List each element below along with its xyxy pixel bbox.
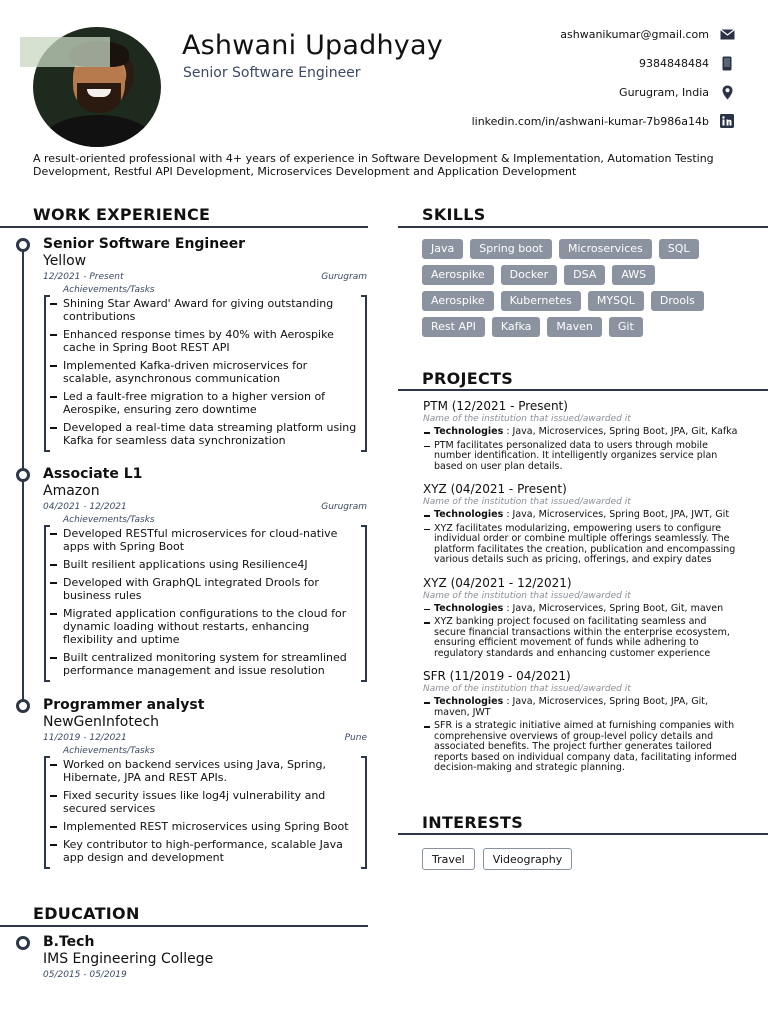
photo-overlay xyxy=(20,37,110,67)
project-description: XYZ banking project focused on facilitating seamless and secure financial transactions within the enterprise ecosystem, ensuring efficient movement of funds while adhering to regulatory standards and enhancing customer experience xyxy=(434,617,738,662)
list-item: Implemented Kafka-driven microservices for scalable, asynchronous communication xyxy=(63,359,357,390)
project-institution: Name of the institution that issued/awarded it xyxy=(423,590,631,601)
project-institution: Name of the institution that issued/awarded it xyxy=(423,684,631,694)
skill-tag: Spring boot xyxy=(470,239,552,259)
contact-linkedin[interactable] xyxy=(472,114,735,128)
skill-tag: SQL xyxy=(659,239,699,259)
technologies-label: Technologies xyxy=(434,602,504,614)
project-entry xyxy=(423,576,738,663)
skill-tag: Aerospike xyxy=(422,291,494,311)
project-institution: Name of the institution that issued/awarded it xyxy=(423,414,631,424)
email-text: ashwanikumar@gmail.com xyxy=(560,27,709,41)
technologies-label: Technologies xyxy=(434,509,504,520)
technologies-value: : Java, Microservices, Spring Boot, JPA, Git, maven, JWT xyxy=(434,696,709,718)
list-item: Developed RESTful microservices for cloud-native apps with Spring Boot xyxy=(63,527,357,558)
work-divider xyxy=(0,226,368,228)
projects-heading: PROJECTS xyxy=(422,369,514,388)
job-entry xyxy=(43,236,367,452)
achievements-label: Achievements/Tasks xyxy=(63,746,155,756)
project-entry xyxy=(423,482,738,569)
achievements-block xyxy=(43,515,367,682)
technologies-value: : Java, Microservices, Spring Boot, JPA, Git, Kafka xyxy=(503,426,738,437)
technologies-value: : Java, Microservices, Spring Boot, JPA, JWT, Git xyxy=(503,509,730,520)
work-experience-heading: WORK EXPERIENCE xyxy=(33,205,211,224)
skill-tag: Microservices xyxy=(559,239,652,259)
skills-divider xyxy=(398,226,768,228)
achievements-label: Achievements/Tasks xyxy=(63,515,155,525)
list-item: Worked on backend services using Java, Spring, Hibernate, JPA and REST APIs. xyxy=(63,758,357,789)
skill-tag: Docker xyxy=(501,265,558,285)
project-technologies xyxy=(434,604,738,618)
project-technologies xyxy=(434,510,738,524)
list-item: Implemented REST microservices using Spring Boot xyxy=(63,820,357,838)
degree: B.Tech xyxy=(43,934,95,950)
interest-tag: Travel xyxy=(422,848,475,870)
education-heading: EDUCATION xyxy=(33,904,140,923)
list-item: Enhanced response times by 40% with Aerospike cache in Spring Boot REST API xyxy=(63,328,357,359)
technologies-label: Technologies xyxy=(434,696,504,707)
list-item: Fixed security issues like log4j vulnerability and secured services xyxy=(63,789,357,820)
job-entry xyxy=(43,466,367,682)
location-text: Gurugram, India xyxy=(619,85,709,99)
location-pin-icon xyxy=(719,85,735,99)
phone-text: 9384848484 xyxy=(639,56,709,70)
project-description: SFR is a strategic initiative aimed at furnishing companies with comprehensive overviews of group-level policy details and associated benefits. The project further generates tailored reports based on individual company data, facilitating informed decision-making and strategic planning. xyxy=(434,721,738,777)
project-description: PTM facilitates personalized data to users through mobile number identification. It intelligently organizes service plan based on user plan details. xyxy=(434,441,738,476)
project-title: SFR (11/2019 - 04/2021) xyxy=(423,669,571,683)
job-entry xyxy=(43,697,367,869)
candidate-title: Senior Software Engineer xyxy=(183,65,361,81)
list-item: Developed a real-time data streaming platform using Kafka for seamless data synchronization xyxy=(63,421,357,452)
project-institution: Name of the institution that issued/awarded it xyxy=(423,497,631,507)
education-entry xyxy=(43,934,213,980)
project-entry xyxy=(423,399,738,475)
summary-text: A result-oriented professional with 4+ years of experience in Software Development & Implementation, Automation Testing Development, Restful API Development, Microservices Development and Application Development xyxy=(33,152,714,178)
project-technologies xyxy=(434,697,738,721)
project-technologies xyxy=(434,427,738,441)
school: IMS Engineering College xyxy=(43,951,214,967)
skill-tag: Kubernetes xyxy=(501,291,581,311)
list-item: Developed with GraphQL integrated Drools for business rules xyxy=(63,576,357,607)
contact-phone[interactable] xyxy=(639,56,735,70)
contact-location xyxy=(619,85,735,99)
linkedin-text: linkedin.com/in/ashwani-kumar-7b986a14b xyxy=(471,114,709,128)
interests-list xyxy=(422,848,572,870)
project-description: XYZ facilitates modularizing, empowering users to configure individual order or combine multiple offerings seamlessly. The platform facilitates the creation, publication and encompassing various details such as pricing, offerings, and expiry dates xyxy=(434,524,738,569)
projects-list xyxy=(423,399,738,784)
list-item: Built centralized monitoring system for streamlined performance management and issue resolution xyxy=(63,651,357,682)
contact-email[interactable] xyxy=(560,27,735,41)
candidate-name: Ashwani Upadhyay xyxy=(182,30,443,61)
skill-tag: Kafka xyxy=(492,317,541,337)
list-item: Key contributor to high-performance, scalable Java app design and development xyxy=(63,838,357,869)
skills-list xyxy=(422,239,742,343)
job-company: Yellow xyxy=(43,253,87,269)
skill-tag: AWS xyxy=(612,265,655,285)
skill-tag: Rest API xyxy=(422,317,485,337)
job-company: NewGenInfotech xyxy=(43,714,160,730)
interest-tag: Videography xyxy=(483,848,573,870)
list-item: Led a fault-free migration to a higher version of Aerospike, ensuring zero downtime xyxy=(63,390,357,421)
job-title: Senior Software Engineer xyxy=(43,236,246,252)
job-dates: 04/2021 - 12/2021 xyxy=(43,502,127,512)
job-location: Gurugram xyxy=(321,502,367,512)
timeline-dot xyxy=(16,238,30,252)
timeline-dot xyxy=(16,936,30,950)
list-item: Migrated application configurations to the cloud for dynamic loading without restarts, enhancing flexibility and uptime xyxy=(63,607,357,651)
envelope-icon xyxy=(719,27,735,41)
skill-tag: Java xyxy=(422,239,463,259)
skill-tag: Git xyxy=(609,317,643,337)
education-dates: 05/2015 - 05/2019 xyxy=(43,970,127,980)
project-title: XYZ (04/2021 - 12/2021) xyxy=(423,575,572,590)
skill-tag: DSA xyxy=(564,265,605,285)
project-title: XYZ (04/2021 - Present) xyxy=(423,482,567,496)
skill-tag: Drools xyxy=(651,291,704,311)
project-entry xyxy=(423,669,738,777)
technologies-label: Technologies xyxy=(434,426,504,437)
skill-tag: Aerospike xyxy=(422,265,494,285)
job-dates: 12/2021 - Present xyxy=(43,272,124,282)
projects-divider xyxy=(398,389,768,391)
job-location: Gurugram xyxy=(321,272,367,282)
job-title: Associate L1 xyxy=(43,466,143,482)
skills-heading: SKILLS xyxy=(422,205,486,224)
education-divider xyxy=(0,925,368,927)
job-location: Pune xyxy=(344,733,367,743)
achievements-block xyxy=(43,285,367,452)
achievements-block xyxy=(43,746,367,869)
skill-tag: Maven xyxy=(547,317,601,337)
interests-heading: INTERESTS xyxy=(422,813,524,832)
achievements-label: Achievements/Tasks xyxy=(63,285,155,295)
interests-divider xyxy=(398,833,768,835)
skill-tag: MYSQL xyxy=(588,291,644,311)
timeline-dot xyxy=(16,468,30,482)
linkedin-icon xyxy=(719,114,735,128)
phone-icon xyxy=(719,56,735,70)
list-item: Built resilient applications using Resilience4J xyxy=(63,558,357,576)
list-item: Shining Star Award' Award for giving outstanding contributions xyxy=(63,297,357,328)
job-title: Programmer analyst xyxy=(43,697,205,713)
timeline-dot xyxy=(16,699,30,713)
technologies-value: : Java, Microservices, Spring Boot, Git, maven xyxy=(503,602,724,614)
job-company: Amazon xyxy=(43,483,100,499)
job-dates: 11/2019 - 12/2021 xyxy=(43,733,127,743)
project-title: PTM (12/2021 - Present) xyxy=(423,399,568,413)
